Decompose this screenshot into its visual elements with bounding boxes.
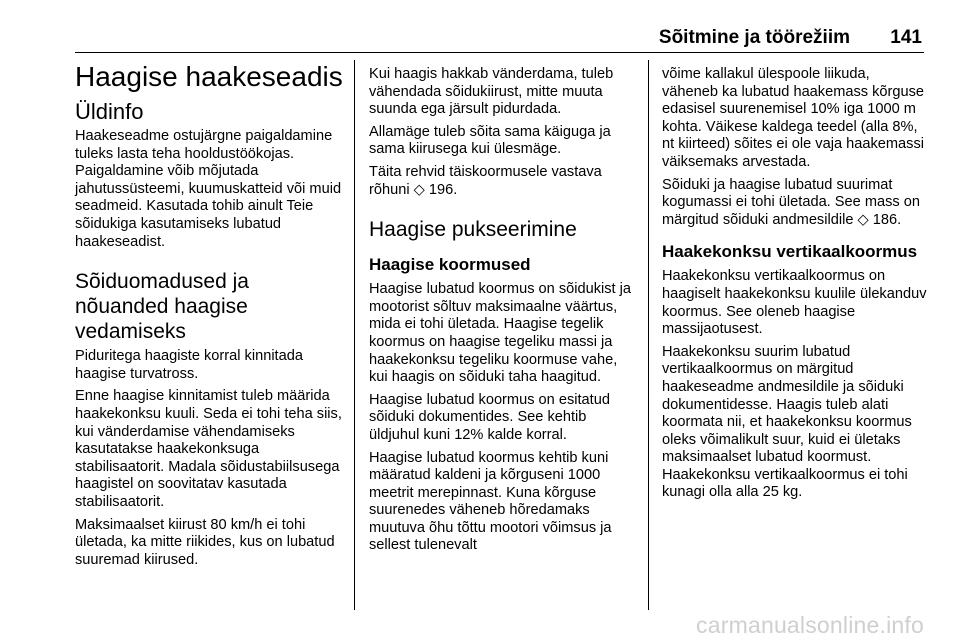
column-divider-2 — [648, 60, 649, 610]
paragraph-driving-3: Maksimaalset kiirust 80 km/h ei tohi ületada, ka mitte riikides, kus on lubatud suuremad kiirused. — [75, 516, 335, 568]
column-2 — [369, 66, 633, 560]
page-header — [75, 22, 924, 53]
paragraph-loads-1: Haagise lubatud koormus on sõidukist ja mootorist sõltuv maksimaalne väärtus, mida ei tohi ületada. Haagise tegelik koormus on haagise tegeliku massi ja haakekonksu tegeliku koormuse vahe, kui haagis on sõiduki taha haagitud. — [369, 281, 632, 386]
column-divider-1 — [354, 60, 355, 610]
watermark: carmanualsonline.info — [696, 612, 924, 638]
paragraph-tyres: Täita rehvid täiskoormusele vastava rõhuni ◇ 196. — [369, 163, 602, 198]
paragraph-loads-3: Haagise lubatud koormus kehtib kuni määratud kaldeni ja kõrguseni 1000 meetrit merepinnast. Kuna kõrguse suurenedes väheneb hõredamaks muutuva õhu tõttu mootori võimsus ja sellest tulenevalt — [369, 449, 612, 554]
paragraph-cont-1: võime kallakul ülespoole liikuda, väheneb ka lubatud haakemass kõrguse edasisel suurenemisel 10% iga 1000 m kohta. Väikese kaldega teedel (alla 8%, nt kiirteed) sõites ei ole vaja haakemassi väiksemaks arvestada. — [662, 66, 925, 170]
paragraph-general: Haakeseadme ostujärgne paigaldamine tuleks lasta teha hooldustöökojas. Paigaldamine võib mõjutada jahutussüsteemi, kuumuskatteid või muid seadmeid. Kasutada tohib ainult Teie sõidukiga kasutamiseks lubatud haakeseadist. — [75, 128, 342, 250]
paragraph-swaying-1: Kui haagis hakkab vänderdama, tuleb vähendada sõidukiirust, mitte muuta suunda ega järsult pidurdada. — [369, 66, 614, 118]
paragraph-driving-2: Enne haagise kinnitamist tuleb määrida haakekonksu kuuli. Seda ei tohi teha siis, kui vänderdamise vähendamiseks kasutatakse haakekonksuga stabilisaatorit. Madala sõidustabiilsusega haagistel on soovitatav kasutada stabilisaatorit. — [75, 388, 342, 510]
paragraph-vertical-2: Haakekonksu suurim lubatud vertikaalkoormus on märgitud haakeseadme andmesildile ja sõiduki dokumentidesse. Haagis tuleb alati koormata nii, et haakekonksu koormus oleks võimalikult suur, kuid ei ületaks maksimaalset lubatud koormust. Haakekonksu vertikaalkoormus ei tohi kunagi olla alla 25 kg. — [662, 343, 912, 501]
heading-towing: Haagise pukseerimine — [369, 218, 577, 242]
heading-vertical-load: Haakekonksu vertikaalkoormus — [662, 242, 918, 262]
paragraph-loads-2: Haagise lubatud koormus on esitatud sõiduki dokumentides. See kehtib üldjuhul kuni 12% kalde korral. — [369, 391, 610, 443]
heading-driving: Sõiduomadused ja nõuanded haagise vedamiseks — [75, 270, 249, 344]
paragraph-driving-1: Piduritega haagiste korral kinnitada haagise turvatross. — [75, 348, 303, 382]
column-1 — [75, 55, 345, 574]
heading-general: Üldinfo — [75, 99, 144, 124]
page-number: 141 — [890, 27, 922, 48]
paragraph-vertical-1: Haakekonksu vertikaalkoormus on haagiselt haakekonksu kuulile ülekanduv koormus. See oleneb haagise massijaotusest. — [662, 268, 927, 338]
main-title: Haagise haakeseadis — [75, 61, 343, 92]
paragraph-swaying-2: Allamäge tuleb sõita sama käiguga ja sama kiirusega kui ülesmäge. — [369, 123, 611, 158]
heading-loads: Haagise koormused — [369, 255, 531, 275]
paragraph-cont-2: Sõiduki ja haagise lubatud suurimat kogumassi ei tohi ületada. See mass on märgitud sõiduki andmesildile ◇ 186. — [662, 176, 920, 228]
column-3 — [662, 66, 928, 507]
section-title: Sõitmine ja töörežiim — [658, 27, 850, 48]
